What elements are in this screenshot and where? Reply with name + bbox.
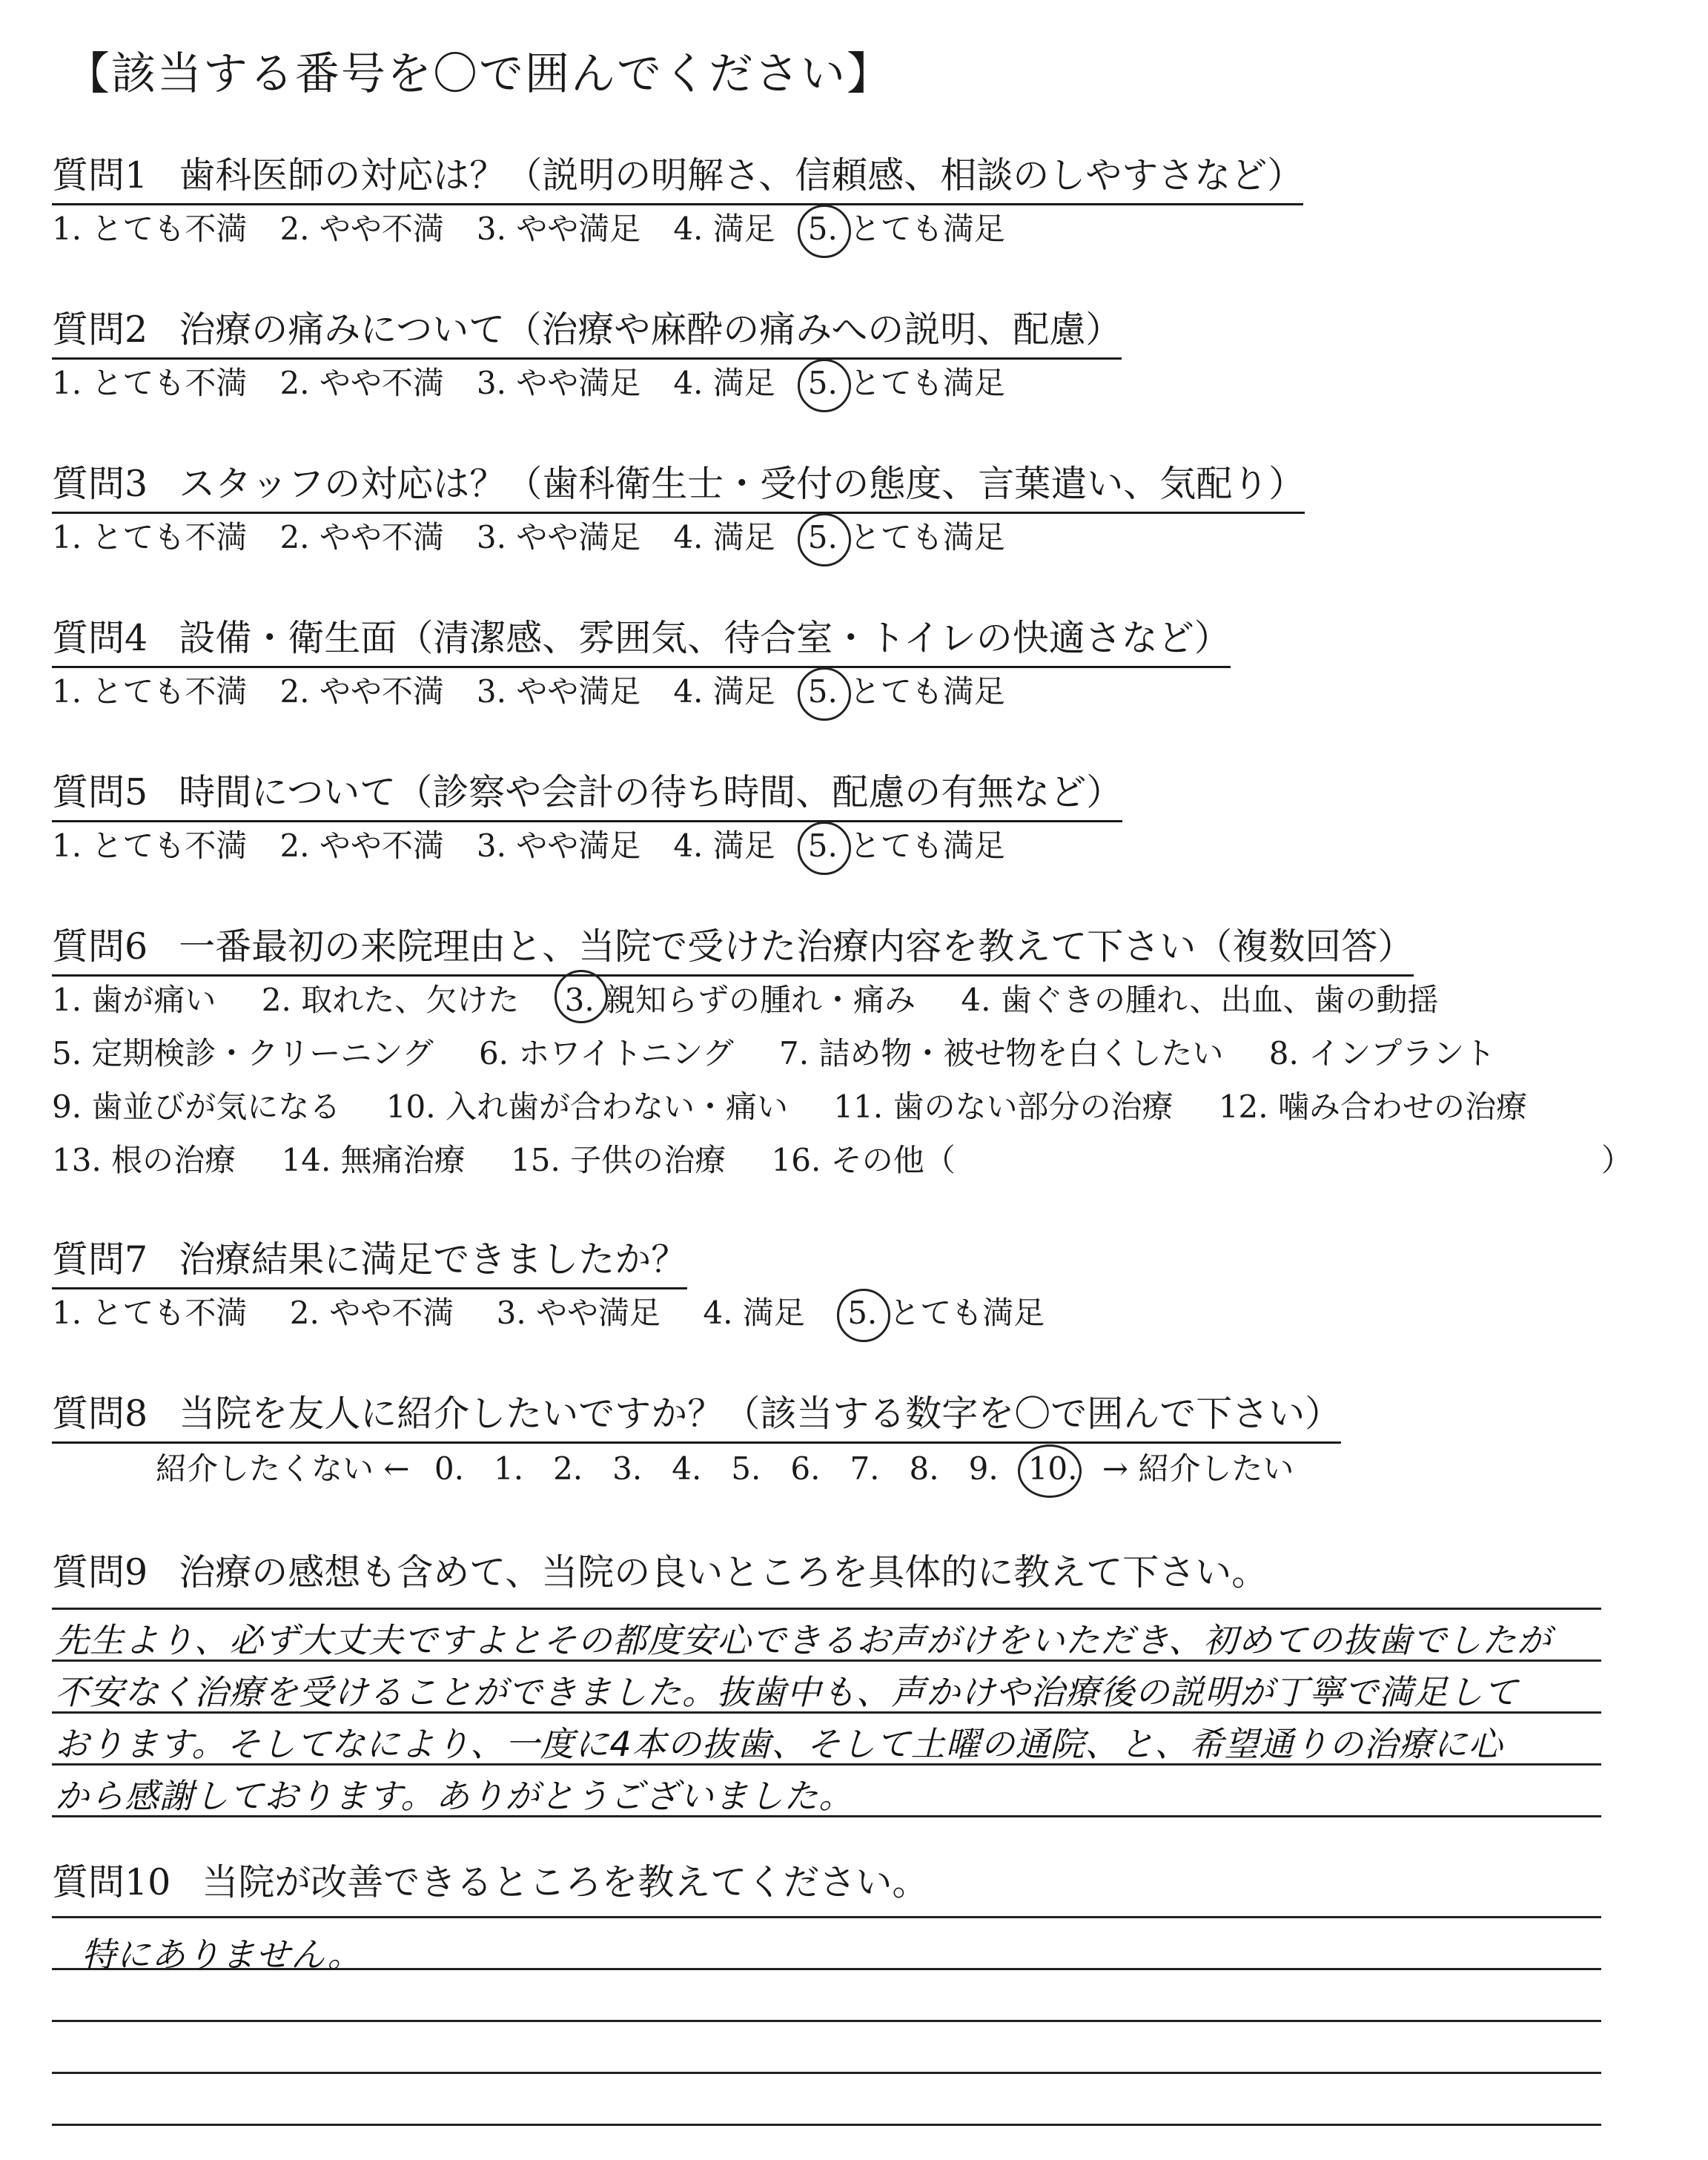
q6-option-15[interactable]: 15. 子供の治療: [511, 1142, 726, 1178]
q5-option-1[interactable]: 1. とても不満: [52, 828, 248, 864]
selection-circle: [798, 205, 851, 258]
q6-option-9[interactable]: 9. 歯並びが気になる: [52, 1089, 341, 1125]
q5-option-4[interactable]: 4. 満足: [673, 828, 775, 864]
q6-option-7[interactable]: 7. 詰め物・被せ物を白くしたい: [778, 1035, 1224, 1071]
q1-title: [52, 147, 1303, 205]
q3-option-4[interactable]: 4. 満足: [673, 519, 775, 555]
q5-option-2[interactable]: 2. やや不満: [279, 828, 444, 864]
q7-option-2[interactable]: 2. やや不満: [289, 1295, 454, 1331]
q6-line-2: [52, 1029, 1531, 1074]
q2-option-2[interactable]: 2. やや不満: [279, 365, 444, 401]
scale-value-8[interactable]: 8.: [909, 1450, 939, 1487]
q6-text: 一番最初の来院理由と、当院で受けた治療内容を教えて下さい（複数回答）: [179, 925, 1414, 968]
q5-title: [52, 764, 1122, 822]
q2-option-5[interactable]: 5. とても満足: [808, 359, 1005, 403]
q2-text: 治療の痛みについて（治療や麻酔の痛みへの説明、配慮）: [179, 308, 1122, 351]
q8-text: 当院を友人に紹介したいですか？（該当する数字を〇で囲んで下さい）: [179, 1393, 1342, 1435]
q10-answer-line-1[interactable]: 特にありません。: [82, 1935, 363, 1975]
q5-text: 時間について（診察や会計の待ち時間、配慮の有無など）: [179, 771, 1123, 813]
q9-answer-line-4[interactable]: から感謝しております。ありがとうございました。: [55, 1776, 854, 1816]
q3-option-5[interactable]: 5. とても満足: [808, 513, 1005, 558]
q2-options: [52, 359, 1038, 403]
q6-option-6[interactable]: 6. ホワイトニング: [478, 1035, 734, 1071]
q4-option-5[interactable]: 5. とても満足: [808, 667, 1005, 712]
q9-answer-line-3[interactable]: おります。そしてなにより、一度に4本の抜歯、そして土曜の通院、と、希望通りの治療に心: [55, 1724, 1503, 1764]
q10-number: 質問10: [52, 1861, 171, 1903]
q7-text: 治療結果に満足できましたか？: [179, 1238, 688, 1281]
q6-line-1: [52, 976, 1474, 1020]
scale-right-label: → 紹介したい: [1102, 1450, 1294, 1487]
q1-option-3[interactable]: 3. やや満足: [476, 211, 641, 247]
selection-circle: [798, 667, 851, 721]
q5-options: [52, 822, 1038, 866]
selection-circle: [798, 513, 851, 567]
q6-line-4: [52, 1136, 991, 1180]
scale-value-10[interactable]: 10.: [1028, 1450, 1078, 1487]
q6-option-13[interactable]: 13. 根の治療: [52, 1142, 236, 1178]
answer-rule: [52, 2020, 1601, 2022]
q5-option-3[interactable]: 3. やや満足: [476, 828, 641, 864]
q4-options: [52, 667, 1038, 712]
form-header: 【該当する番号を〇で囲んでください】: [65, 48, 893, 100]
q4-option-3[interactable]: 3. やや満足: [476, 673, 641, 710]
q6-line-3: [52, 1083, 1563, 1127]
q6-option-5[interactable]: 5. 定期検診・クリーニング: [52, 1035, 434, 1071]
q2-number: 質問2: [52, 308, 148, 351]
q3-option-1[interactable]: 1. とても不満: [52, 519, 248, 555]
q6-close-paren: ）: [1601, 1142, 1633, 1178]
q6-option-8[interactable]: 8. インプラント: [1268, 1035, 1496, 1071]
q9-title: [52, 1544, 1268, 1596]
q6-option-1[interactable]: 1. 歯が痛い: [52, 982, 216, 1018]
selection-circle: [1018, 1444, 1082, 1498]
q3-text: スタッフの対応は？（歯科衛生士・受付の態度、言葉遣い、気配り）: [179, 463, 1305, 505]
scale-left-label: 紹介したくない ←: [156, 1450, 410, 1487]
scale-value-3[interactable]: 3.: [612, 1450, 643, 1487]
q4-option-2[interactable]: 2. やや不満: [279, 673, 444, 710]
q2-option-3[interactable]: 3. やや満足: [476, 365, 641, 401]
q2-option-1[interactable]: 1. とても不満: [52, 365, 248, 401]
q2-title: [52, 301, 1122, 360]
q1-option-4[interactable]: 4. 満足: [673, 211, 775, 247]
q6-option-2[interactable]: 2. 取れた、欠けた: [261, 982, 520, 1018]
q6-option-11[interactable]: 11. 歯のない部分の治療: [833, 1089, 1174, 1125]
q6-option-3[interactable]: 3. 親知らずの腫れ・痛み: [565, 976, 916, 1020]
q8-title: [52, 1385, 1341, 1444]
q9-text: 治療の感想も含めて、当院の良いところを具体的に教えて下さい。: [179, 1551, 1268, 1593]
q7-option-5[interactable]: 5. とても満足: [847, 1289, 1045, 1333]
q1-options: [52, 205, 1038, 249]
scale-value-9[interactable]: 9.: [968, 1450, 999, 1487]
q6-options: [52, 976, 1683, 1198]
selection-circle: [837, 1289, 890, 1342]
q4-title: [52, 610, 1231, 668]
q9-number: 質問9: [52, 1551, 148, 1593]
q7-option-3[interactable]: 3. やや満足: [496, 1295, 661, 1331]
q10-text: 当院が改善できるところを教えてください。: [202, 1861, 929, 1903]
q1-number: 質問1: [52, 154, 148, 196]
q4-option-1[interactable]: 1. とても不満: [52, 673, 248, 710]
q6-option-16[interactable]: 16. その他（: [771, 1142, 956, 1178]
q6-option-10[interactable]: 10. 入れ歯が合わない・痛い: [385, 1089, 788, 1125]
q7-title: [52, 1231, 687, 1289]
q7-options: [52, 1289, 1077, 1333]
q3-option-3[interactable]: 3. やや満足: [476, 519, 641, 555]
q3-number: 質問3: [52, 463, 148, 505]
answer-rule: [52, 1608, 1601, 1610]
q3-title: [52, 455, 1305, 514]
q1-option-1[interactable]: 1. とても不満: [52, 211, 248, 247]
q5-option-5[interactable]: 5. とても満足: [808, 822, 1005, 866]
q1-option-5[interactable]: 5. とても満足: [808, 205, 1005, 249]
q1-text: 歯科医師の対応は？（説明の明解さ、信頼感、相談のしやすさなど）: [179, 154, 1304, 196]
q6-number: 質問6: [52, 925, 148, 968]
answer-rule: [52, 2124, 1601, 2126]
q1-option-2[interactable]: 2. やや不満: [279, 211, 444, 247]
answer-rule: [52, 2072, 1601, 2074]
q2-option-4[interactable]: 4. 満足: [673, 365, 775, 401]
q5-number: 質問5: [52, 771, 148, 813]
selection-circle: [798, 822, 851, 875]
q3-option-2[interactable]: 2. やや不満: [279, 519, 444, 555]
answer-rule: [52, 1916, 1601, 1918]
q4-option-4[interactable]: 4. 満足: [673, 673, 775, 710]
q7-option-1[interactable]: 1. とても不満: [52, 1295, 248, 1331]
q9-answer-line-2[interactable]: 不安なく治療を受けることができました。抜歯中も、声かけや治療後の説明が丁寧で満足して: [55, 1672, 1518, 1712]
scale-value-2[interactable]: 2.: [553, 1450, 583, 1487]
q7-number: 質問7: [52, 1238, 148, 1281]
q7-option-4[interactable]: 4. 満足: [703, 1295, 805, 1331]
q3-options: [52, 513, 1038, 558]
q9-answer-line-1[interactable]: 先生より、必ず大丈夫ですよとその都度安心できるお声がけをいただき、初めての抜歯でしたが: [55, 1620, 1552, 1660]
q10-title: [52, 1854, 928, 1906]
scale-value-7[interactable]: 7.: [850, 1450, 880, 1487]
q4-text: 設備・衛生面（清潔感、雰囲気、待合室・トイレの快適さなど）: [179, 617, 1231, 659]
selection-circle: [798, 359, 851, 412]
q4-number: 質問4: [52, 617, 148, 659]
q8-scale: [156, 1444, 1294, 1489]
scale-value-5[interactable]: 5.: [731, 1450, 761, 1487]
scale-values: [420, 1450, 1093, 1487]
q6-title: [52, 918, 1414, 977]
q8-number: 質問8: [52, 1393, 148, 1435]
q6-option-12[interactable]: 12. 噛み合わせの治療: [1218, 1089, 1527, 1125]
selection-circle: [555, 970, 608, 1023]
q6-option-14[interactable]: 14. 無痛治療: [281, 1142, 466, 1178]
q6-option-4[interactable]: 4. 歯ぐきの腫れ、出血、歯の動揺: [961, 982, 1439, 1018]
scale-value-4[interactable]: 4.: [672, 1450, 702, 1487]
scale-value-6[interactable]: 6.: [790, 1450, 821, 1487]
scale-value-1[interactable]: 1.: [493, 1450, 524, 1487]
scale-value-0[interactable]: 0.: [434, 1450, 464, 1487]
